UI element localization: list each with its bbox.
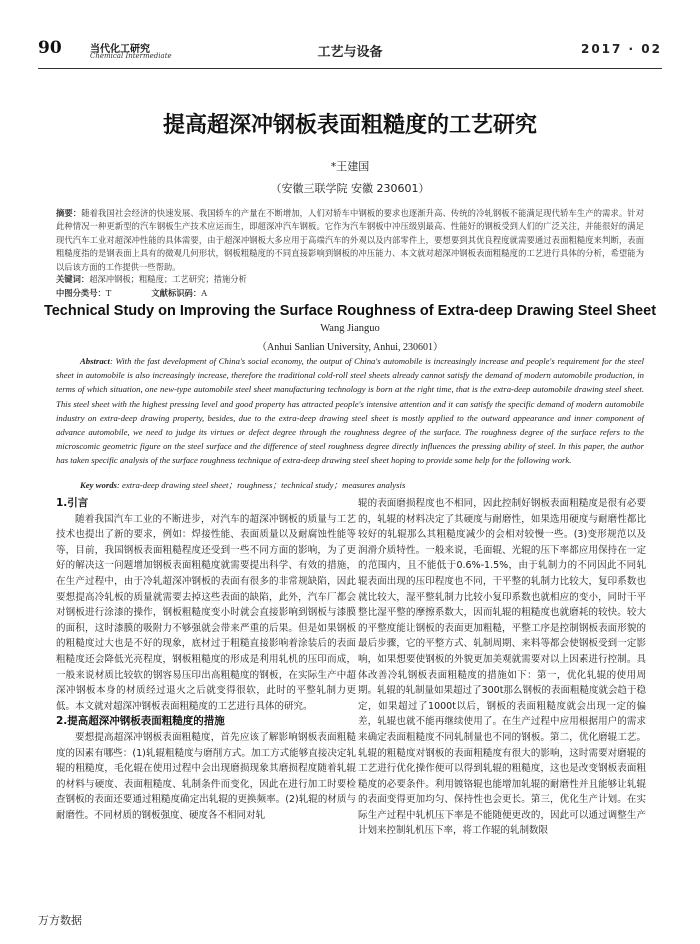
doc-code-value: A <box>201 288 208 298</box>
abstract-en-text: : With the fast development of China's social economy, the output of China's automobile is increasingly increase and people's requirement for the steel sheet in automobile is also increasingly increase, therefore the traditional cold-roll steel sheets already cannot satisfy the demand of modern automobile production, in terms of which situation, one new-type automobile steel sheet manufacturing technology is born at the right time, that is the extra-deep automobile drawing steel sheet. This steel sheet with the highest pressing level and good property has attracted people's intensive attention and it can satisfy the specific demand of modern automobile industry on extra-deep drawing property, besides, due to the extra-deep drawing steel sheet is mostly applied to the outward appearance and inner component of advance automobile, we need to judge its virtues or defect degree through the roughness degree of the surface. The roughness degree of the surface refers to the microscomic geometric figure on the steel surface and the difference of steel roughness degree directly influences the pressing ability of steel. In this paper, the author has taken specific analysis of the surface roughness technique of extra-deep drawing steel sheet hoping to provide some help for the following work. <box>56 356 644 466</box>
journal-name-cn: 当代化工研究 <box>90 44 150 55</box>
keywords-cn <box>56 273 644 285</box>
section-2-heading: 2.提高超深冲钢板表面粗糙度的措施 <box>56 715 225 728</box>
affiliation-en: （Anhui Sanlian University, Anhui, 230601） <box>256 342 443 353</box>
footer-watermark: 万方数据 <box>38 914 82 927</box>
paper-title-cn: 提高超深冲钢板表面粗糙度的工艺研究 <box>162 113 537 138</box>
keywords-cn-label: 关键词： <box>56 274 90 284</box>
section-tag: 工艺与设备 <box>317 45 383 60</box>
keywords-en-label: Key words <box>80 480 117 490</box>
section-1-heading: 1.引言 <box>56 497 89 509</box>
abstract-cn <box>56 207 644 274</box>
paper-title-en: Technical Study on Improving the Surface Roughness of Extra-deep Drawing Steel Sheet <box>43 303 657 319</box>
page-number: 90 <box>38 38 62 58</box>
body-column-left <box>56 496 356 823</box>
author-cn: *王建国 <box>330 160 370 173</box>
section-2-text: 要想提高超深冲钢板表面粗糙度，首先应该了解影响钢板表面粗糙度的因素有哪些：(1)轧辊粗糙度与磨削方式。加工方式能够直接决定轧辊的粗糙度，毛化辊在使用过程中会出现磨损现象其磨损程度随着轧辊的材料与硬度、表面粗糙度、轧制条件而变化，因此在进行加工时要检查钢板的表面还要通过粗糙度确定出轧辊的更换频率。(2)轧辊的材质与耐磨性。不同材质的钢板强度、硬度各不相同对轧 <box>56 731 356 821</box>
body-column-right <box>358 496 646 839</box>
author-en: Wang Jianguo <box>320 323 380 334</box>
keywords-en-text: : extra-deep drawing steel sheet；roughness；technical study；measures analysis <box>116 480 406 490</box>
page-header <box>38 36 662 66</box>
affiliation-cn: （安徽三联学院 安徽 230601） <box>270 182 430 195</box>
header-divider <box>38 68 662 69</box>
abstract-cn-label: 摘要： <box>56 208 82 218</box>
keywords-en <box>56 479 644 491</box>
issue-label: 2017 · 02 <box>580 42 662 56</box>
abstract-en <box>56 354 644 468</box>
abstract-en-label: Abstract <box>80 356 110 366</box>
abstract-cn-text: 随着我国社会经济的快速发展、我国轿车的产量在不断增加，人们对轿车中钢板的要求也逐渐升高、传统的冷轧钢板不能满足现代轿车生产的需求。针对此种情况一种更新型的汽车钢板生产技术应运而生，即超深冲汽车钢板。它作为汽车钢板中冲压级别最高、性能好的钢板受到人们的广泛关注，并能很好的满足现代汽车工业对超深冲性能的具体需要，由于超深冲钢板大多应用于高端汽车的外观以及内部零件上，要想要到其优良程度就需要通过表面粗糙度来判断，表面粗糙度指的是钢表面上具有的微观几何形状，钢板粗糙度的不同直接影响到钢板的冲压能力、本文就对超深冲钢板表面粗糙度的工艺进行具体的分析，希望能为以后该方面的工作提供一些帮助。 <box>56 208 644 272</box>
doc-code-label: 文献标识码： <box>151 288 202 298</box>
section-2-continued-text: 辊的表面磨损程度也不相同，因此控制好钢板表面粗糙度是很有必要的，轧辊的材料决定了其硬度与耐磨性，如果选用硬度与耐磨性都比较好的轧辊那么其粗糙度减少的会相对较慢一些。(3)变形规范以及润滑介质特性。一般来说，毛面辊、光辊的压下率都应用保持在一定的范围内，且不能低于0.6%-1.5%，由于轧制力的不同因此不同轧辊表面出现的压印程度也不同，干平整的轧制力比较大，复印系数也就比较大，湿平整轧制力比较小复印系数也就相应的变小，同时干平整比湿平整的摩擦系数大，因而轧辊的粗糙度也就磨耗的较快。较大的平整度能让钢板的表面更加粗糙，平整工序是控制钢板表面形貌的最后步骤，它的平整方式、轧制周期、来料等都会使钢板受到一定影响，如果想要使钢板的外貌更加美观就需要对以上因素进行控制。具体改善冷轧钢板表面粗糙度的措施如下：第一，优化轧辊的使用周期。轧辊的轧制量如果超过了300t那么钢板的表面粗糙度就会趋于稳定，如果超过了1000t以后，钢板的表面粗糙度就会出现一定的偏差，轧辊也就不能再继续使用了。在生产过程中应用根据用户的需求来确定表面粗糙度不同轧制量也不同的钢板。第二，优化磨辊工艺。轧辊的粗糙度对钢板的表面粗糙度有很大的影响，这时需要对磨辊的工艺进行优化操作便可以得到轧辊的粗糙度，这也是改变钢板表面粗糙度的必要条件。利用镀铬辊也能增加轧辊的耐磨性并且能够让轧辊的表面变得更加均匀、保持性也会更长。第三，优化生产计划。在实际生产过程中轧机压下率是不能随便更改的，因此可以通过调整生产计划来控制轧机压下率，将工作辊的轧制数限 <box>358 498 646 837</box>
classification-cn <box>56 287 644 299</box>
journal-name-en: Chemical Intermediate <box>90 52 172 60</box>
keywords-cn-text: 超深冲钢板；粗糙度；工艺研究；措施分析 <box>89 274 247 284</box>
clc-label: 中图分类号： <box>56 288 106 298</box>
clc-value: T <box>105 288 112 298</box>
section-1-text: 随着我国汽车工业的不断进步，对汽车的超深冲钢板的质量与工艺技术也提出了新的要求，例如：焊接性能、表面质量以及耐腐蚀性能等等，目前，我国钢板表面粗糙程度还受到一些不同方面的影响，为了更好的解决这一问题增加钢板表面粗糙度就需要提出科学、有效的措施，在生产过程中，由于冷轧超深冲钢板的表面有很多的非常规缺陷，因此要想提高冷轧板的质量就需要去掉这些表面的缺陷，此外，汽车厂都会对钢板进行涂漆的操作，钢板粗糙度变小时就会直接影响到钢板与漆膜的面积，这时漆膜的吸附力不够强就会带来严重的后果。但是如果钢板的粗糙度过大也是不好的现象，底材过于粗糙直接影响着涂装后的表面粗糙度还会降低光亮程度，钢板粗糙度的形成是利用轧机的压印而成，一般来说材质比较软的钢容易压印出高粗糙度的钢板，在实际生产中超深冲钢板本身的材质经过退火之后就变得很软，此时的平整轧制力更低。本文就对超深冲钢板表面粗糙度的工艺进行具体的研究。 <box>56 513 356 712</box>
